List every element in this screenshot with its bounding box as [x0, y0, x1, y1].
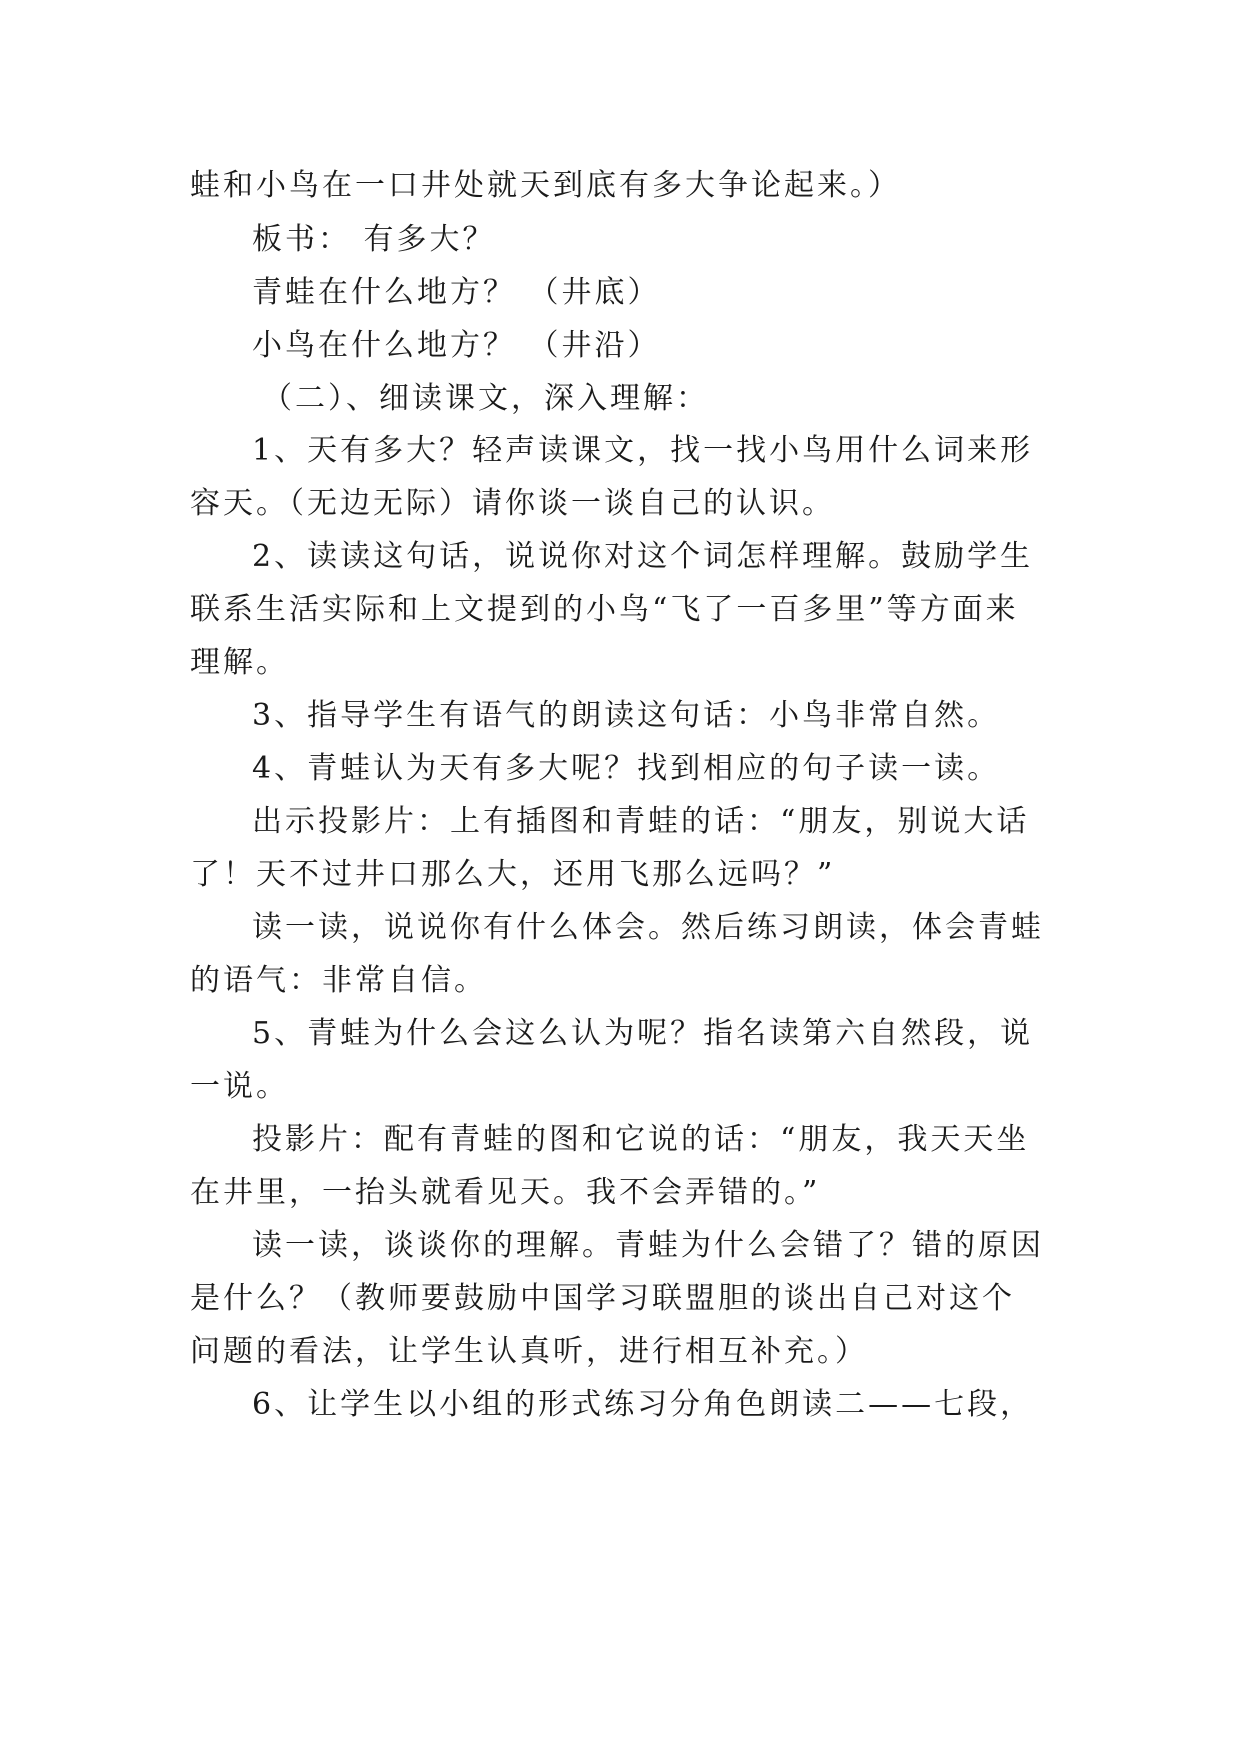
board-writing-line: 板书： 有多大？: [252, 222, 496, 257]
step-5-line-2: 一说。: [190, 1069, 289, 1104]
projection-2-line-2: 在井里，一抬头就看见天。我不会弄错的。”: [190, 1175, 821, 1210]
step-5-line-1: 5、青蛙为什么会这么认为呢？指名读第六自然段，说: [252, 1016, 1034, 1051]
question-bird-location: 小鸟在什么地方？ （井沿）: [252, 328, 661, 363]
step-2-line-2: 联系生活实际和上文提到的小鸟“飞了一百多里”等方面来: [190, 592, 1019, 627]
section-heading: （二）、细读课文，深入理解：: [262, 381, 709, 416]
step-2-line-3: 理解。: [190, 645, 289, 680]
step-3-line: 3、指导学生有语气的朗读这句话：小鸟非常自然。: [252, 698, 1001, 733]
question-frog-location: 青蛙在什么地方？ （井底）: [252, 275, 661, 310]
projection-1-line-2: 了！天不过井口那么大，还用飞那么远吗？”: [190, 857, 836, 892]
reading-2-line-1: 读一读，谈谈你的理解。青蛙为什么会错了？错的原因: [252, 1228, 1044, 1263]
reading-1-line-1: 读一读，说说你有什么体会。然后练习朗读，体会青蛙: [252, 910, 1044, 945]
step-1-line-1: 1、天有多大？轻声读课文，找一找小鸟用什么词来形: [252, 433, 1034, 468]
step-6-line: 6、让学生以小组的形式练习分角色朗读二——七段，: [252, 1387, 1034, 1422]
text-line-1: 蛙和小鸟在一口井处就天到底有多大争论起来。）: [190, 168, 901, 203]
reading-2-line-3: 问题的看法，让学生认真听，进行相互补充。）: [190, 1334, 868, 1369]
step-2-line-1: 2、读读这句话，说说你对这个词怎样理解。鼓励学生: [252, 539, 1034, 574]
reading-2-line-2: 是什么？（教师要鼓励中国学习联盟胆的谈出自己对这个: [190, 1281, 1015, 1316]
reading-1-line-2: 的语气：非常自信。: [190, 963, 487, 998]
projection-2-line-1: 投影片：配有青蛙的图和它说的话：“朋友，我天天坐: [252, 1122, 1030, 1157]
step-4-line: 4、青蛙认为天有多大呢？找到相应的句子读一读。: [252, 751, 1001, 786]
projection-1-line-1: 出示投影片：上有插图和青蛙的话：“朋友，别说大话: [252, 804, 1030, 839]
step-1-line-2: 容天。（无边无际）请你谈一谈自己的认识。: [190, 486, 835, 521]
